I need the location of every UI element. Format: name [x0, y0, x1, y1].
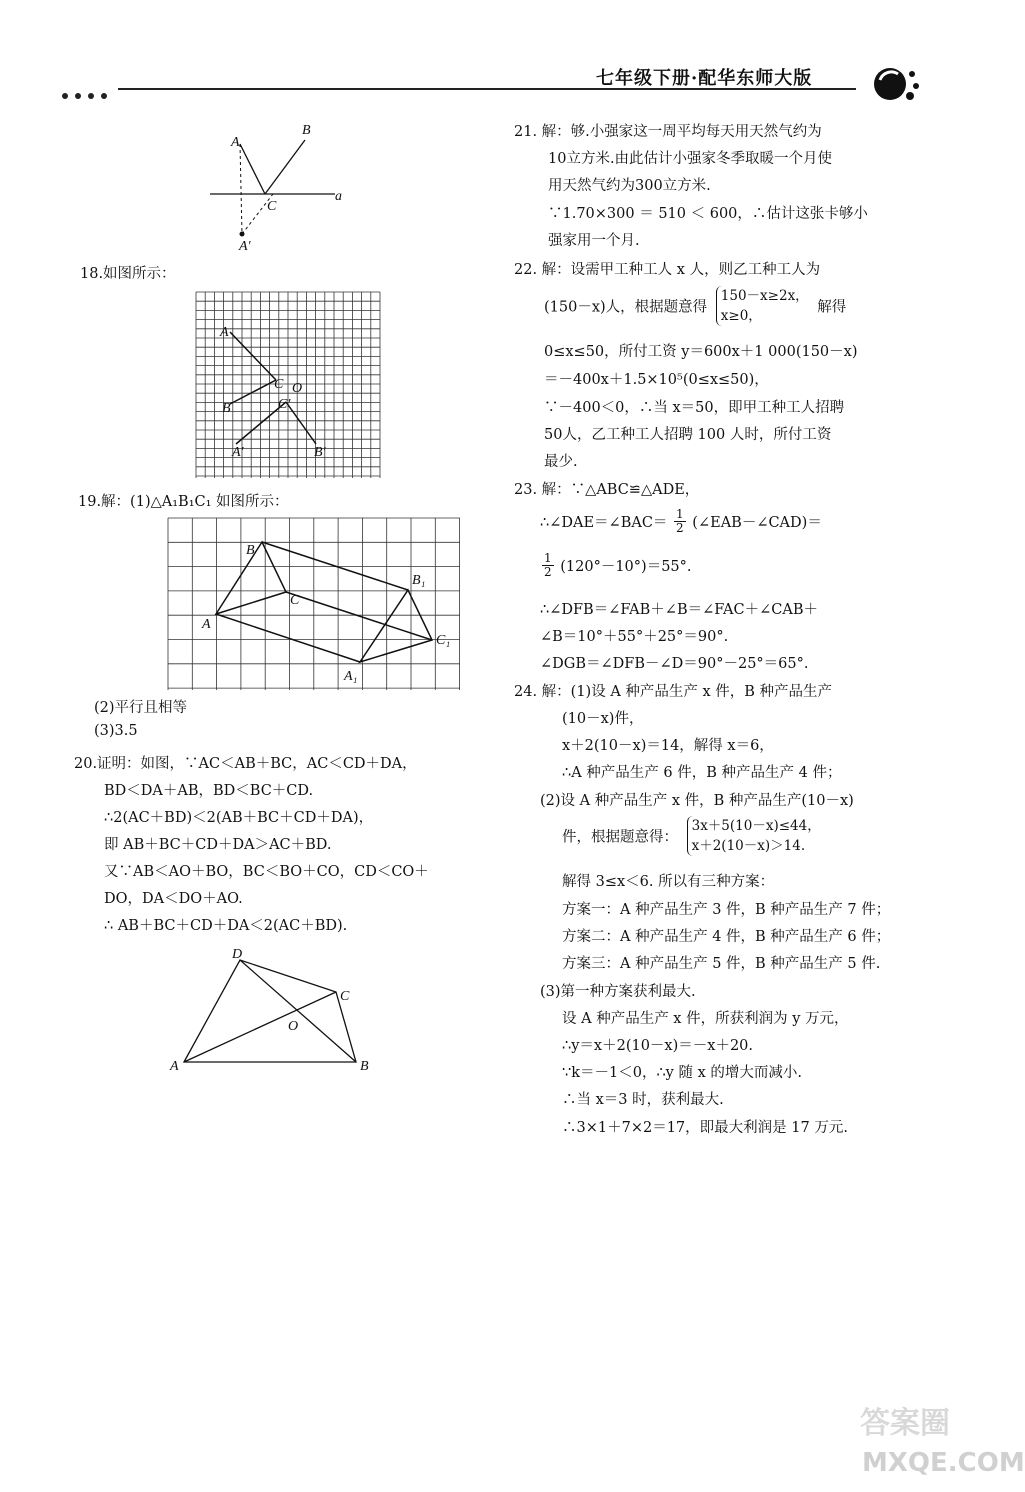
- q24-line-14: ∵k＝－1＜0，∴y 随 x 的增大而减小.: [562, 1065, 802, 1081]
- q22-line-2-text: (150－x)人，根据题意得: [544, 299, 708, 316]
- label-O: O: [292, 381, 303, 396]
- q21-line-1: 21. 解：够.小强家这一周平均每天用天然气约为: [514, 124, 822, 140]
- label-B: B: [222, 401, 231, 416]
- label-C: C: [340, 989, 350, 1004]
- q23-line-2a: ∴∠DAE＝∠BAC＝: [540, 515, 668, 531]
- label-C: C: [274, 377, 284, 392]
- label-B: B: [302, 123, 311, 138]
- label-B: B: [246, 543, 255, 558]
- label-A1: A₁: [344, 669, 358, 684]
- q22-solve-text: 解得: [817, 299, 847, 316]
- header-logo-icon: [868, 60, 928, 110]
- q20-line-5: 又∵AB＜AO＋BO，BC＜BO＋CO，CD＜CO＋: [104, 864, 429, 880]
- q24-line-3: x＋2(10－x)＝14，解得 x＝6，: [562, 738, 774, 754]
- q24-line-1: 24. 解：(1)设 A 种产品生产 x 件，B 种产品生产: [514, 684, 833, 700]
- label-B: B: [360, 1059, 369, 1074]
- q23-line-3-text: (120°－10°)＝55°.: [560, 559, 692, 575]
- figure-20-quadrilateral: [164, 942, 384, 1078]
- q20-line-4: 即 AB＋BC＋CD＋DA＞AC＋BD.: [104, 837, 332, 853]
- q19-p2: (2)平行且相等: [94, 700, 188, 716]
- q24-line-13: ∴y＝x＋2(10－x)＝－x＋20.: [562, 1038, 753, 1054]
- q20-line-3: ∴2(AC＋BD)＜2(AB＋BC＋CD＋DA)，: [104, 810, 374, 826]
- q24-line-10: 方案三：A 种产品生产 5 件，B 种产品生产 5 件.: [562, 956, 881, 972]
- label-B-prime: B′: [314, 445, 326, 460]
- header-dots: [62, 84, 122, 94]
- label-a: a: [335, 189, 342, 204]
- q24-line-6a: 件，根据题意得：: [562, 829, 678, 846]
- q21-line-2: 10立方米.由此估计小强家冬季取暖一个月使: [548, 151, 833, 167]
- q24-line-11: (3)第一种方案获利最大.: [540, 984, 696, 1000]
- label-A: A: [170, 1059, 179, 1074]
- q23-line-3: [540, 552, 692, 579]
- q24-line-7: 解得 3≤x＜6. 所以有三种方案：: [562, 874, 775, 890]
- q20-line-6: DO，DA＜DO＋AO.: [104, 891, 243, 907]
- q23-fraction-2: $\frac{1}{2}$: [544, 551, 552, 579]
- label-C: C: [290, 593, 300, 608]
- q24-line-5: (2)设 A 种产品生产 x 件，B 种产品生产(10－x): [540, 793, 854, 809]
- q22-system-brace: [716, 286, 809, 326]
- q24-system-brace: [687, 816, 821, 856]
- q23-line-4: ∴∠DFB＝∠FAB＋∠B＝∠FAC＋∠CAB＋: [540, 602, 818, 618]
- label-A: A: [220, 325, 229, 340]
- figure-17-reflection: [205, 118, 365, 258]
- q23-line-6: ∠DGB＝∠DFB－∠D＝90°－25°＝65°.: [540, 656, 809, 672]
- q24-line-9: 方案二：A 种产品生产 4 件，B 种产品生产 6 件；: [562, 929, 891, 945]
- q24-line-2: (10－x)件，: [562, 711, 644, 727]
- q24-line-4: ∴A 种产品生产 6 件，B 种产品生产 4 件；: [562, 765, 842, 781]
- figure-18-grid: [196, 292, 382, 480]
- q20-line-1: 20.证明：如图，∵AC＜AB＋BC，AC＜CD＋DA，: [74, 756, 417, 772]
- q19-p3: (3)3.5: [94, 723, 138, 739]
- q23-line-1: 23. 解：∵△ABC≌△ADE，: [514, 482, 700, 498]
- q19-label: 19.解：(1)△A₁B₁C₁ 如图所示：: [78, 494, 289, 510]
- q22-line-3: 0≤x≤50，所付工资 y＝600x＋1 000(150－x): [544, 344, 858, 360]
- q22-line-5: ∵－400＜0，∴当 x＝50，即甲工种工人招聘: [544, 400, 845, 416]
- label-C: C: [267, 199, 277, 214]
- q23-line-2b: (∠EAB－∠CAD)＝: [692, 515, 822, 531]
- q20-line-2: BD＜DA＋AB，BD＜BC＋CD.: [104, 783, 314, 799]
- label-C-prime: C′: [278, 397, 291, 412]
- label-A-prime: A′: [232, 445, 244, 460]
- q22-line-6: 50人，乙工种工人招聘 100 人时，所付工资: [544, 427, 832, 443]
- q24-line-6: [562, 816, 825, 856]
- label-D: D: [232, 947, 243, 962]
- q24-line-12: 设 A 种产品生产 x 件，所获利润为 y 万元，: [562, 1011, 849, 1027]
- q18-label: 18.如图所示：: [80, 266, 176, 282]
- label-O: O: [288, 1019, 299, 1034]
- watermark-url: MXQE.COM: [862, 1448, 1025, 1478]
- q22-ineq-2: x≥0，: [720, 308, 762, 324]
- q23-line-2: [540, 508, 822, 535]
- label-A: A: [202, 617, 211, 632]
- label-C1: C₁: [436, 633, 451, 648]
- q21-line-5: 强家用一个月.: [548, 233, 640, 249]
- label-A: A: [231, 135, 240, 150]
- q22-line-1: 22. 解：设需甲工种工人 x 人，则乙工种工人为: [514, 262, 821, 278]
- q23-line-5: ∠B＝10°＋55°＋25°＝90°.: [540, 629, 729, 645]
- q23-fraction-1: $\frac{1}{2}$: [676, 507, 684, 535]
- q24-ineq-2: x＋2(10－x)＞14.: [691, 838, 806, 854]
- q20-line-7: ∴ AB＋BC＋CD＋DA＜2(AC＋BD).: [104, 918, 348, 934]
- label-A-prime: A′: [239, 239, 251, 254]
- q22-line-7: 最少.: [544, 454, 578, 470]
- q24-line-15: ∴当 x＝3 时，获利最大.: [562, 1092, 724, 1108]
- q24-line-16: ∴3×1＋7×2＝17，即最大利润是 17 万元.: [562, 1120, 848, 1136]
- label-B1: B₁: [412, 573, 426, 588]
- figure-19-grid: [168, 518, 462, 692]
- q22-line-4: ＝－400x＋1.5×10⁵(0≤x≤50)，: [544, 372, 769, 388]
- q22-line-2: [544, 286, 846, 326]
- q21-line-4: ∵1.70×300 ＝ 510 ＜ 600，∴估计这张卡够小: [548, 206, 868, 222]
- watermark-logo: 答案圈: [860, 1406, 950, 1441]
- page-title: 七年级下册·配华东师大版: [596, 68, 813, 89]
- q22-ineq-1: 150－x≥2x，: [720, 288, 809, 304]
- q24-line-8: 方案一：A 种产品生产 3 件，B 种产品生产 7 件；: [562, 902, 891, 918]
- q24-ineq-1: 3x＋5(10－x)≤44，: [691, 818, 821, 834]
- q21-line-3: 用天然气约为300立方米.: [548, 178, 711, 194]
